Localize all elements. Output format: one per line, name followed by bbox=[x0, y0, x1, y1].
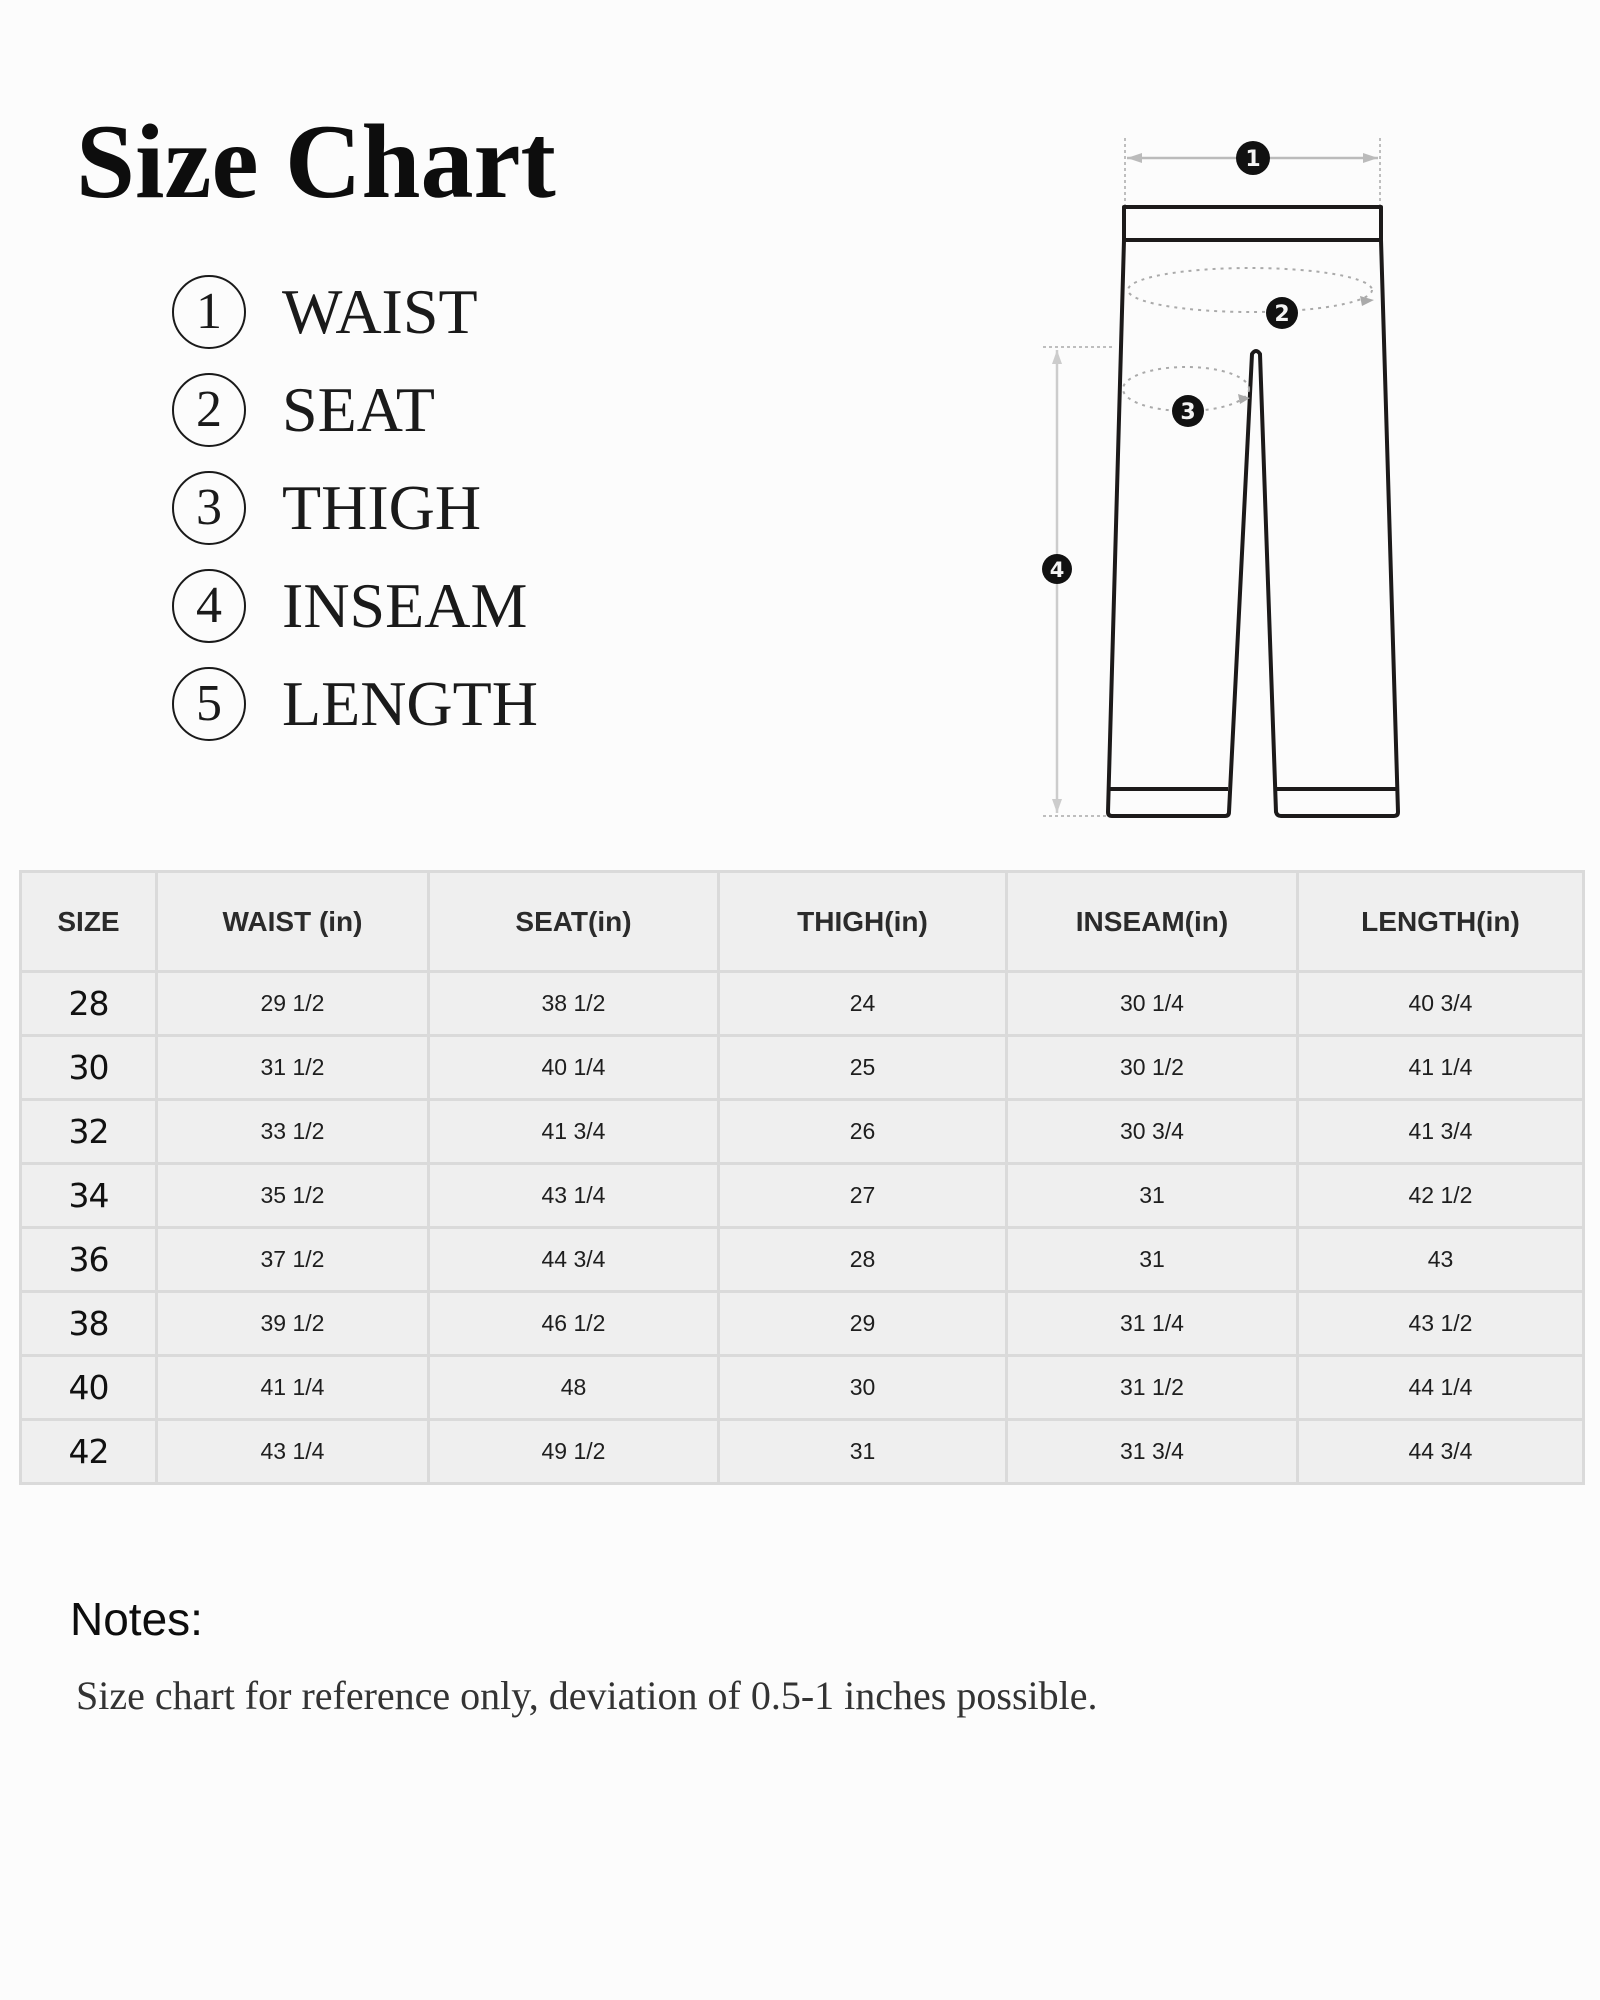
legend-label: INSEAM bbox=[282, 570, 528, 641]
column-header-seat: SEAT(in) bbox=[429, 872, 719, 972]
length-cell: 44 1/4 bbox=[1298, 1356, 1584, 1420]
length-cell: 43 1/2 bbox=[1298, 1292, 1584, 1356]
size-cell: 38 bbox=[21, 1292, 157, 1356]
size-cell: 28 bbox=[21, 972, 157, 1036]
thigh-cell: 27 bbox=[719, 1164, 1007, 1228]
legend-label: THIGH bbox=[282, 472, 482, 543]
column-header-length: LENGTH(in) bbox=[1298, 872, 1584, 972]
waist-cell: 31 1/2 bbox=[157, 1036, 429, 1100]
waist-cell: 33 1/2 bbox=[157, 1100, 429, 1164]
waist-cell: 29 1/2 bbox=[157, 972, 429, 1036]
size-table bbox=[19, 870, 1585, 1485]
svg-text:2: 2 bbox=[1274, 302, 1290, 327]
waist-cell: 39 1/2 bbox=[157, 1292, 429, 1356]
thigh-cell: 31 bbox=[719, 1420, 1007, 1484]
size-cell: 40 bbox=[21, 1356, 157, 1420]
seat-cell: 48 bbox=[429, 1356, 719, 1420]
waist-cell: 35 1/2 bbox=[157, 1164, 429, 1228]
seat-measure bbox=[1128, 268, 1374, 312]
size-cell: 42 bbox=[21, 1420, 157, 1484]
circled-number-5-icon: 5 bbox=[172, 667, 246, 741]
table-header-row bbox=[21, 872, 1584, 972]
legend-label: LENGTH bbox=[282, 668, 538, 739]
seat-cell: 43 1/4 bbox=[429, 1164, 719, 1228]
badge-3-icon bbox=[1172, 395, 1204, 427]
legend-item-seat bbox=[172, 373, 672, 447]
svg-text:1: 1 bbox=[1245, 147, 1261, 172]
pants-outline-icon bbox=[1108, 207, 1398, 816]
thigh-cell: 25 bbox=[719, 1036, 1007, 1100]
table-row bbox=[21, 1420, 1584, 1484]
waist-cell: 37 1/2 bbox=[157, 1228, 429, 1292]
inseam-cell: 31 1/2 bbox=[1007, 1356, 1298, 1420]
seat-cell: 49 1/2 bbox=[429, 1420, 719, 1484]
seat-cell: 40 1/4 bbox=[429, 1036, 719, 1100]
size-cell: 32 bbox=[21, 1100, 157, 1164]
length-cell: 40 3/4 bbox=[1298, 972, 1584, 1036]
size-cell: 36 bbox=[21, 1228, 157, 1292]
legend-item-inseam bbox=[172, 569, 672, 643]
badge-2-icon bbox=[1266, 297, 1298, 329]
thigh-cell: 29 bbox=[719, 1292, 1007, 1356]
length-cell: 41 1/4 bbox=[1298, 1036, 1584, 1100]
table-row bbox=[21, 1100, 1584, 1164]
length-cell: 43 bbox=[1298, 1228, 1584, 1292]
legend-item-length bbox=[172, 667, 672, 741]
thigh-cell: 26 bbox=[719, 1100, 1007, 1164]
length-cell: 42 1/2 bbox=[1298, 1164, 1584, 1228]
table-row bbox=[21, 1356, 1584, 1420]
table-row bbox=[21, 1164, 1584, 1228]
notes-text: Size chart for reference only, deviation of 0.5-1 inches possible. bbox=[76, 1673, 1098, 1718]
circled-number-1-icon: 1 bbox=[172, 275, 246, 349]
inseam-cell: 30 1/2 bbox=[1007, 1036, 1298, 1100]
thigh-cell: 30 bbox=[719, 1356, 1007, 1420]
seat-cell: 41 3/4 bbox=[429, 1100, 719, 1164]
inseam-cell: 31 bbox=[1007, 1228, 1298, 1292]
length-cell: 41 3/4 bbox=[1298, 1100, 1584, 1164]
table-row bbox=[21, 972, 1584, 1036]
size-cell: 34 bbox=[21, 1164, 157, 1228]
circled-number-4-icon: 4 bbox=[172, 569, 246, 643]
waist-cell: 43 1/4 bbox=[157, 1420, 429, 1484]
badge-4-icon bbox=[1042, 554, 1072, 584]
inseam-cell: 31 bbox=[1007, 1164, 1298, 1228]
legend-label: SEAT bbox=[282, 374, 435, 445]
column-header-size: SIZE bbox=[21, 872, 157, 972]
seat-cell: 46 1/2 bbox=[429, 1292, 719, 1356]
table-row bbox=[21, 1292, 1584, 1356]
notes-heading: Notes: bbox=[70, 1593, 203, 1645]
thigh-cell: 28 bbox=[719, 1228, 1007, 1292]
table-row bbox=[21, 1036, 1584, 1100]
size-cell: 30 bbox=[21, 1036, 157, 1100]
inseam-cell: 31 1/4 bbox=[1007, 1292, 1298, 1356]
circled-number-2-icon: 2 bbox=[172, 373, 246, 447]
circled-number-3-icon: 3 bbox=[172, 471, 246, 545]
table-row bbox=[21, 1228, 1584, 1292]
column-header-inseam: INSEAM(in) bbox=[1007, 872, 1298, 972]
svg-text:4: 4 bbox=[1049, 558, 1065, 582]
seat-cell: 44 3/4 bbox=[429, 1228, 719, 1292]
svg-text:3: 3 bbox=[1180, 400, 1196, 425]
column-header-waist: WAIST (in) bbox=[157, 872, 429, 972]
thigh-cell: 24 bbox=[719, 972, 1007, 1036]
legend-item-waist bbox=[172, 275, 672, 349]
inseam-cell: 30 3/4 bbox=[1007, 1100, 1298, 1164]
column-header-thigh: THIGH(in) bbox=[719, 872, 1007, 972]
inseam-cell: 30 1/4 bbox=[1007, 972, 1298, 1036]
pants-diagram bbox=[1000, 120, 1450, 840]
legend-item-thigh bbox=[172, 471, 672, 545]
page-title: Size Chart bbox=[76, 103, 556, 220]
badge-1-icon bbox=[1236, 141, 1270, 175]
waist-cell: 41 1/4 bbox=[157, 1356, 429, 1420]
inseam-cell: 31 3/4 bbox=[1007, 1420, 1298, 1484]
seat-cell: 38 1/2 bbox=[429, 972, 719, 1036]
length-cell: 44 3/4 bbox=[1298, 1420, 1584, 1484]
legend-label: WAIST bbox=[282, 276, 478, 347]
